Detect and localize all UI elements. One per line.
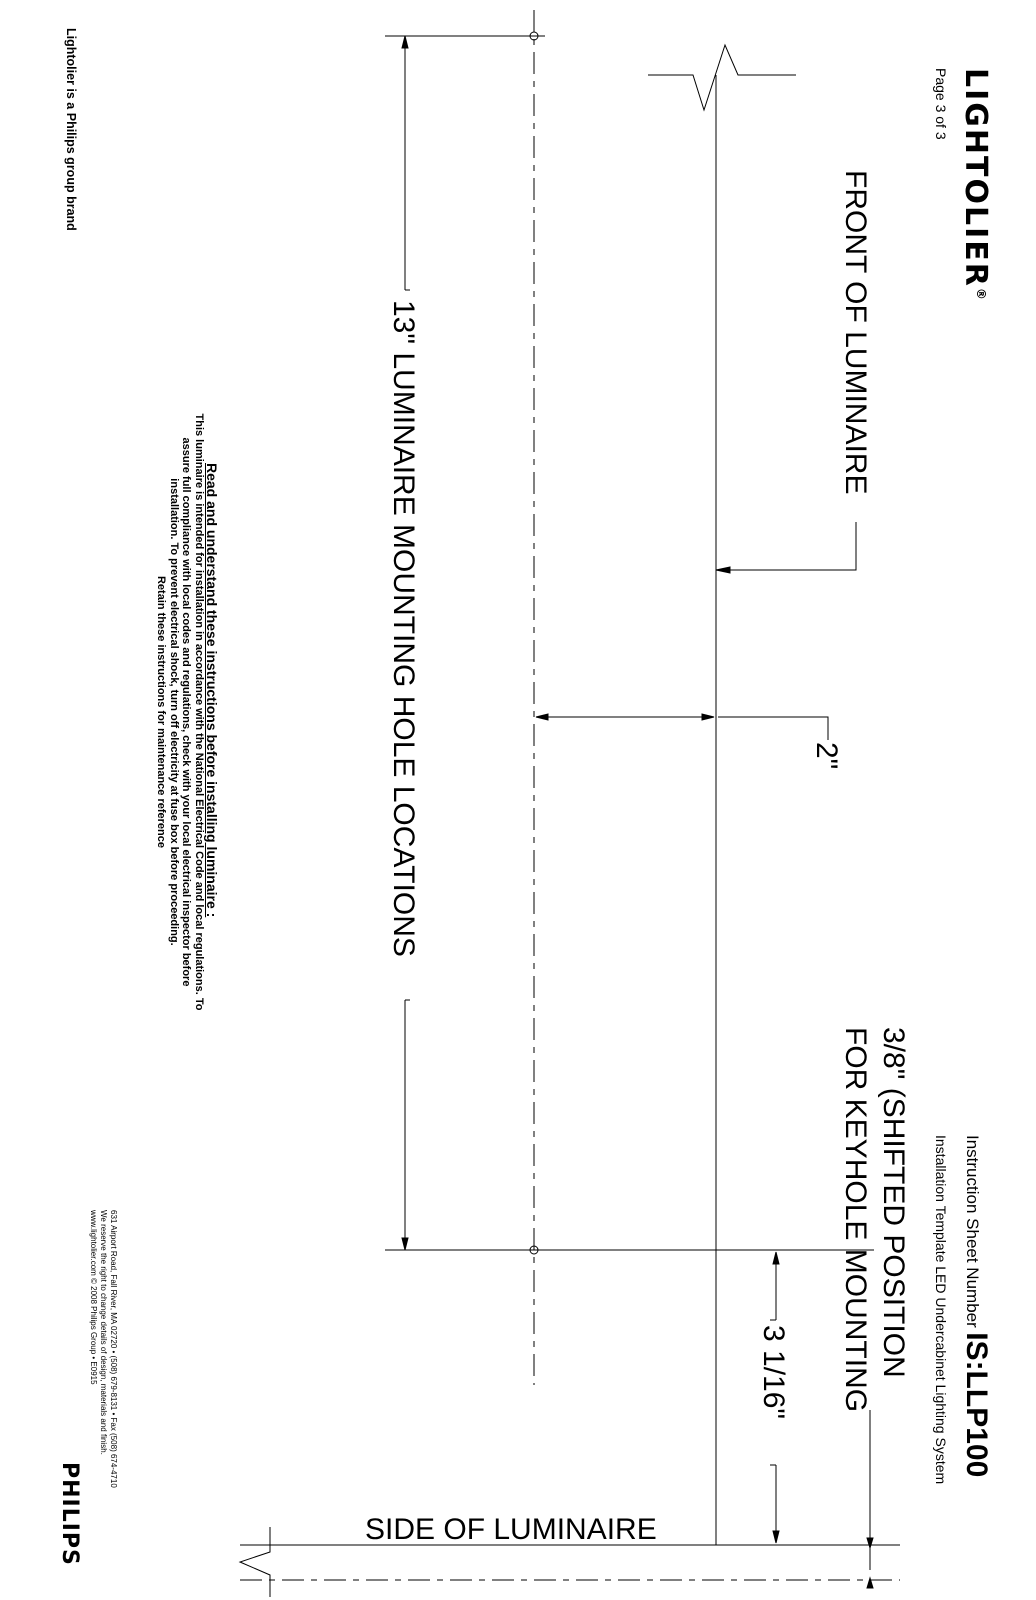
front-leader bbox=[720, 522, 856, 570]
front-of-luminaire-label: FRONT OF LUMINAIRE bbox=[839, 170, 872, 495]
sheet-prefix: Instruction Sheet Number bbox=[963, 1135, 982, 1328]
dimension-3-1-16-label: 3 1/16" bbox=[757, 1325, 790, 1420]
shifted-position-label-2: FOR KEYHOLE MOUNTING bbox=[839, 1027, 872, 1413]
sheet-number: IS:LLP100 bbox=[960, 1332, 993, 1478]
lightolier-logo: LIGHTOLIER® bbox=[958, 68, 993, 302]
brand-note: Lightolier is a Philips group brand bbox=[64, 28, 78, 231]
notice-heading: Read and understand these instructions before installing luminaire : bbox=[204, 463, 220, 918]
top-break-symbol bbox=[648, 45, 796, 110]
bottom-break-symbol bbox=[240, 1527, 270, 1597]
dimension-2-label: 2" bbox=[810, 742, 843, 770]
mounting-hole-label: 13" LUMINAIRE MOUNTING HOLE LOCATIONS bbox=[387, 300, 420, 957]
footer-address: 631 Airport Road, Fall River, MA 02720 • (508) 679-8131 • Fax (508) 674-4710 We reserve the right to change details of design, materials and finish. www.lightolier.com © 2008 Philips Group • E0915 bbox=[89, 1210, 118, 1488]
sheet-number-block bbox=[959, 1135, 993, 1477]
page-number: Page 3 of 3 bbox=[933, 68, 949, 140]
template-title: Installation Template LED Undercabinet Lighting System bbox=[933, 1135, 949, 1485]
notice-body: This luminaire is intended for installation in accordance with the National Electrical Code and local regulations. To assure full compliance with local codes and regulations, check with your local electrical inspector before installation. To prevent electrical shock, turn off electricity at fuse box before proceeding. Retain these instructions for maintenance reference bbox=[155, 413, 205, 1011]
side-of-luminaire-label: SIDE OF LUMINAIRE bbox=[365, 1513, 657, 1546]
shifted-position-label-1: 3/8" (SHIFTED POSITION bbox=[877, 1027, 910, 1378]
philips-logo: PHILIPS bbox=[57, 1462, 82, 1566]
